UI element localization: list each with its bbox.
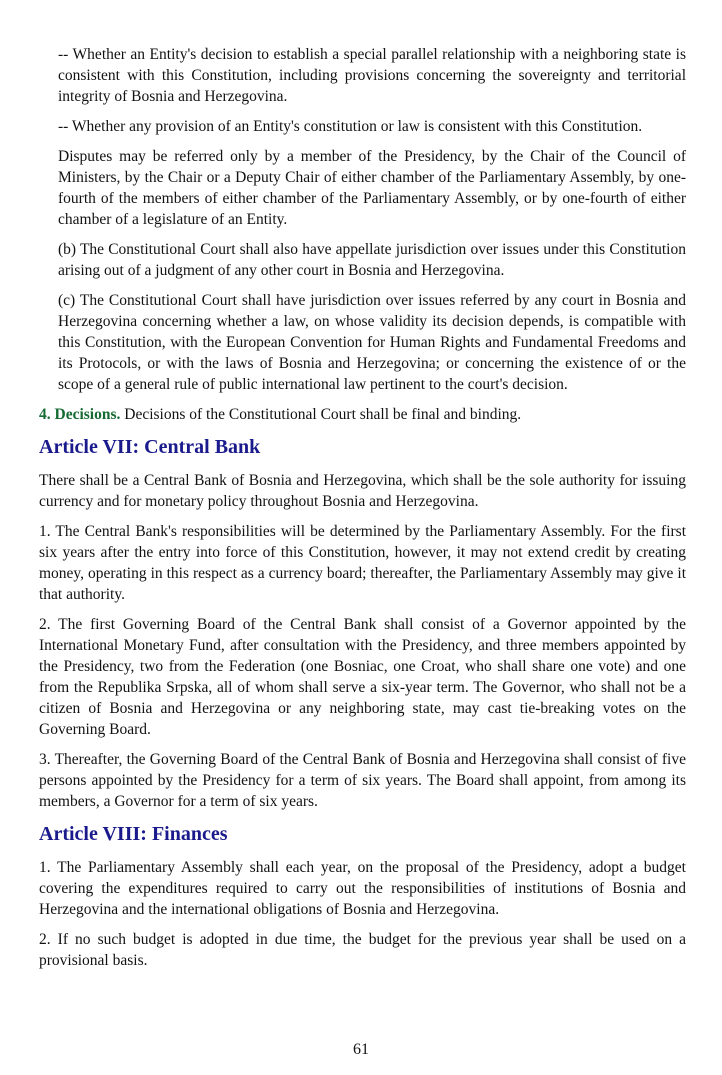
paragraph-court-jurisdiction: (c) The Constitutional Court shall have jurisdiction over issues referred by any court in Bosnia and Herzegovina concerning whether a law, on whose validity its decision depends, is compatible with this Constitution, with the European Convention for Human Rights and Fundamental Freedoms and its Protocols, or with the laws of Bosnia and Herzegovina; or concerning the existence of or the scope of a general rule of public international law pertinent to the court's decision. bbox=[58, 292, 686, 393]
paragraph-finances-1: 1. The Parliamentary Assembly shall each year, on the proposal of the Presidency, adopt a budget covering the expenditures required to carry out the responsibilities of institutions of Bosnia and Herzegovina and the international obligations of Bosnia and Herzegovina. bbox=[39, 859, 686, 918]
article-viii-heading: Article VIII: Finances bbox=[39, 823, 228, 845]
paragraph-disputes-referral: Disputes may be referred only by a member of the Presidency, by the Chair of the Council of Ministers, by the Chair or a Deputy Chair of either chamber of the Parliamentary Assembly, by one-fourth of the members of either chamber of the Parliamentary Assembly, or by one-fourth of either chamber of a legislature of an Entity. bbox=[58, 148, 686, 228]
article-vii-heading: Article VII: Central Bank bbox=[39, 436, 261, 458]
decisions-lead-label: 4. Decisions. bbox=[39, 406, 121, 423]
paragraph-central-bank-2: 2. The first Governing Board of the Central Bank shall consist of a Governor appointed by the International Monetary Fund, after consultation with the Presidency, and three members appointed by the Presidency, two from the Federation (one Bosniac, one Croat, who shall share one vote) and one from the Republika Srpska, all of whom shall serve a six-year term. The Governor, who shall not be a citizen of Bosnia and Herzegovina or any neighboring state, may cast tie-breaking votes on the Governing Board. bbox=[39, 616, 686, 738]
decisions-text: Decisions of the Constitutional Court shall be final and binding. bbox=[120, 406, 522, 423]
clause-parallel-relationship: -- Whether an Entity's decision to establish a special parallel relationship with a neighboring state is consistent with this Constitution, including provisions concerning the sovereignty and territorial integrity of Bosnia and Herzegovina. bbox=[58, 46, 686, 105]
page-number: 61 bbox=[353, 1041, 369, 1058]
paragraph-decisions bbox=[39, 404, 686, 425]
paragraph-central-bank-1: 1. The Central Bank's responsibilities will be determined by the Parliamentary Assembly. For the first six years after the entry into force of this Constitution, however, it may not extend credit by creating money, operating in this respect as a currency board; thereafter, the Parliamentary Assembly may give it that authority. bbox=[39, 523, 686, 603]
paragraph-central-bank-intro: There shall be a Central Bank of Bosnia and Herzegovina, which shall be the sole authority for issuing currency and for monetary policy throughout Bosnia and Herzegovina. bbox=[39, 472, 686, 510]
paragraph-appellate-jurisdiction: (b) The Constitutional Court shall also have appellate jurisdiction over issues under this Constitution arising out of a judgment of any other court in Bosnia and Herzegovina. bbox=[58, 241, 686, 279]
paragraph-finances-2: 2. If no such budget is adopted in due time, the budget for the previous year shall be used on a provisional basis. bbox=[39, 931, 686, 969]
paragraph-central-bank-3: 3. Thereafter, the Governing Board of the Central Bank of Bosnia and Herzegovina shall consist of five persons appointed by the Presidency for a term of six years. The Board shall appoint, from among its members, a Governor for a term of six years. bbox=[39, 751, 686, 810]
clause-entity-constitution: -- Whether any provision of an Entity's constitution or law is consistent with this Constitution. bbox=[58, 118, 643, 135]
